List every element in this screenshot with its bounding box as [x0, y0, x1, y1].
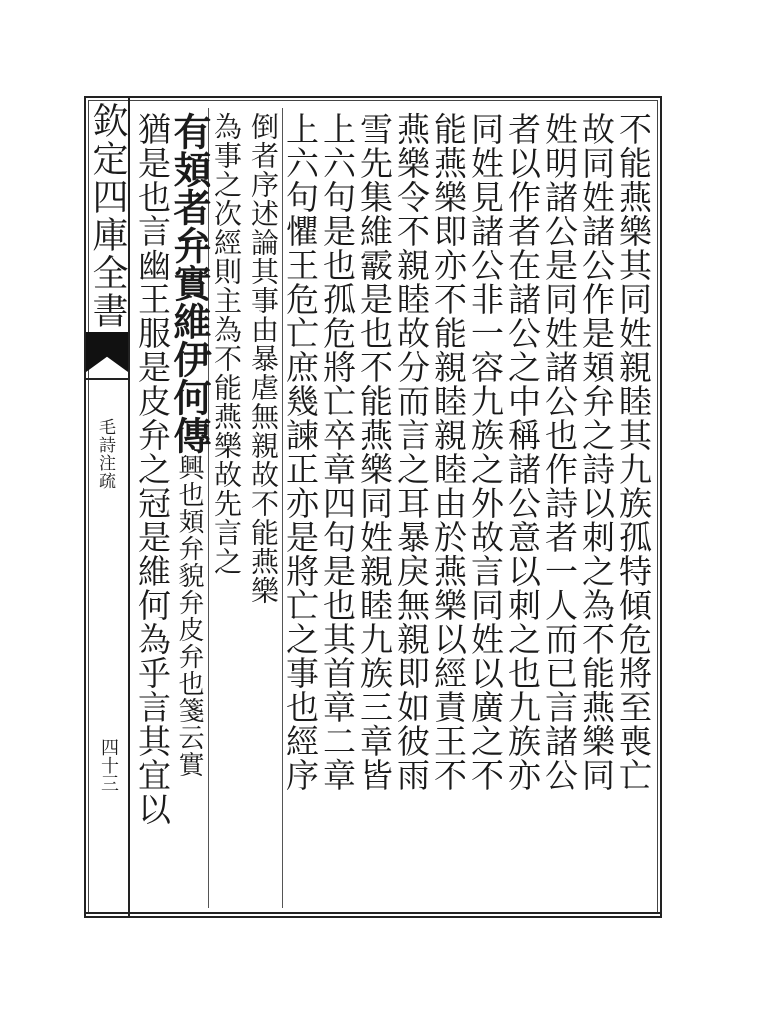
text-column-2: 故同姓諸公作是頍弁之詩以刺之為不能燕樂同 [577, 112, 616, 792]
text-column-13 [167, 112, 212, 908]
page-number: 四十三 [98, 738, 119, 792]
classic-text: 有頍者弁實維伊何傳 [167, 112, 212, 454]
collection-title: 欽定四庫全書 [87, 102, 128, 330]
book-title: 毛詩注疏 [95, 418, 115, 490]
text-column-14: 猶是也言幽王服是皮弁之冠是維何為乎言其宜以 [133, 112, 172, 826]
text-column-4: 者以作者在諸公之中稱諸公意以刺之也九族亦 [503, 112, 542, 792]
text-column-6: 能燕樂即亦不能親睦親睦由於燕樂以經責王不 [429, 112, 468, 792]
text-column-5: 同姓見諸公非一容九族之外故言同姓以廣之不 [466, 112, 505, 792]
text-column-7: 燕樂令不親睦故分而言之耳暴戾無親即如彼雨 [392, 112, 431, 792]
text-column-9: 上六句是也孤危將亡卒章四句是也其首章二章 [318, 112, 357, 792]
text-column-11: 倒者序述論其事由暴虐無親故不能燕樂 [247, 112, 280, 605]
commentary-text: 興也頍弁貌弁皮弁也箋云實 [174, 454, 204, 778]
fishtail-rule [86, 378, 128, 380]
bottom-rule [84, 912, 662, 914]
text-column-1: 不能燕樂其同姓親睦其九族孤特傾危將至喪亡 [614, 112, 653, 792]
text-column-8: 雪先集維霰是也不能燕樂同姓親睦九族三章皆 [355, 112, 394, 792]
text-column-12: 為事之次經則主為不能燕樂故先言之 [210, 112, 243, 576]
text-column-10: 上六句懼王危亡庶幾諫正亦是將亡之事也經序 [281, 112, 320, 792]
text-column-3: 姓明諸公是同姓諸公也作詩者一人而已言諸公 [540, 112, 579, 792]
